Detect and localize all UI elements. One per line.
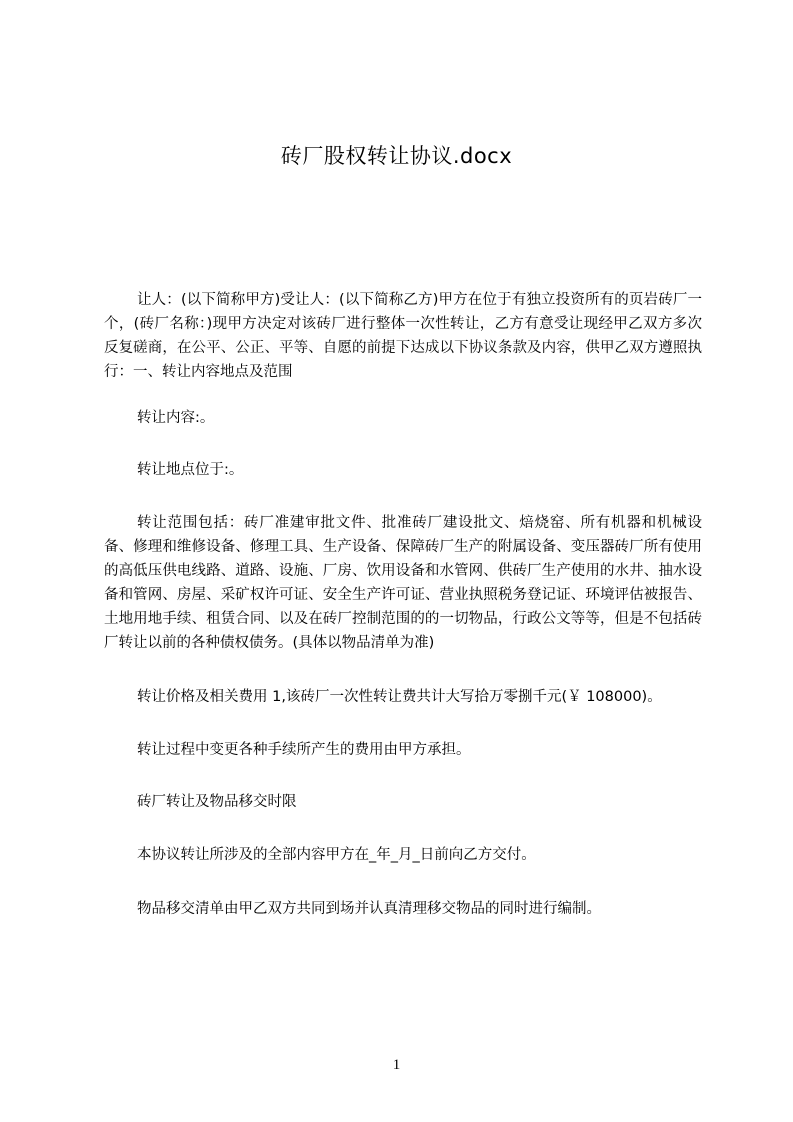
paragraph-delivery-date: 本协议转让所涉及的全部内容甲方在_年_月_日前向乙方交付。 — [137, 847, 536, 863]
paragraph-parties: 让人：(以下简称甲方)受让人：(以下简称乙方)甲方在位于有独立投资所有的页岩砖厂一个，(砖厂名称：)现甲方决定对该砖厂进行整体一次性转让，乙方有意受让现经甲乙双方多次反复磋商，在公平、公正、平等、自愿的前提下达成以下协议条款及内容，供甲乙双方遵照执行：一、转让内容地点及范围 — [104, 292, 702, 380]
paragraph-handover-heading: 砖厂转让及物品移交时限 — [137, 794, 297, 810]
paragraph-transfer-price: 转让价格及相关费用 1,该砖厂一次性转让费共计大写拾万零捌千元(￥ 108000)。 — [137, 689, 662, 705]
paragraph-handover-list: 物品移交清单由甲乙双方共同到场并认真清理移交物品的同时进行编制。 — [137, 901, 601, 917]
paragraph-transfer-scope: 转让范围包括：砖厂准建审批文件、批准砖厂建设批文、焙烧窑、所有机器和机械设备、修理和维修设备、修理工具、生产设备、保障砖厂生产的附属设备、变压器砖厂所有使用的高低压供电线路、道路、设施、厂房、饮用设备和水管网、供砖厂生产使用的水井、抽水设备和管网、房屋、采矿权许可证、安全生产许可证、营业执照税务登记证、环境评估被报告、土地用地手续、租赁合同、以及在砖厂控制范围的的一切物品，行政公文等等，但是不包括砖厂转让以前的各种债权债务。(具体以物品清单为准) — [104, 515, 702, 651]
paragraph-transfer-content: 转让内容:。 — [137, 410, 215, 426]
document-body — [104, 288, 702, 921]
paragraph-transfer-fees: 转让过程中变更各种手续所产生的费用由甲方承担。 — [137, 742, 471, 758]
document-title: 砖厂股权转让协议.docx — [280, 144, 513, 168]
page-number: 1 — [392, 1057, 401, 1073]
paragraph-transfer-location: 转让地点位于:。 — [137, 462, 244, 478]
